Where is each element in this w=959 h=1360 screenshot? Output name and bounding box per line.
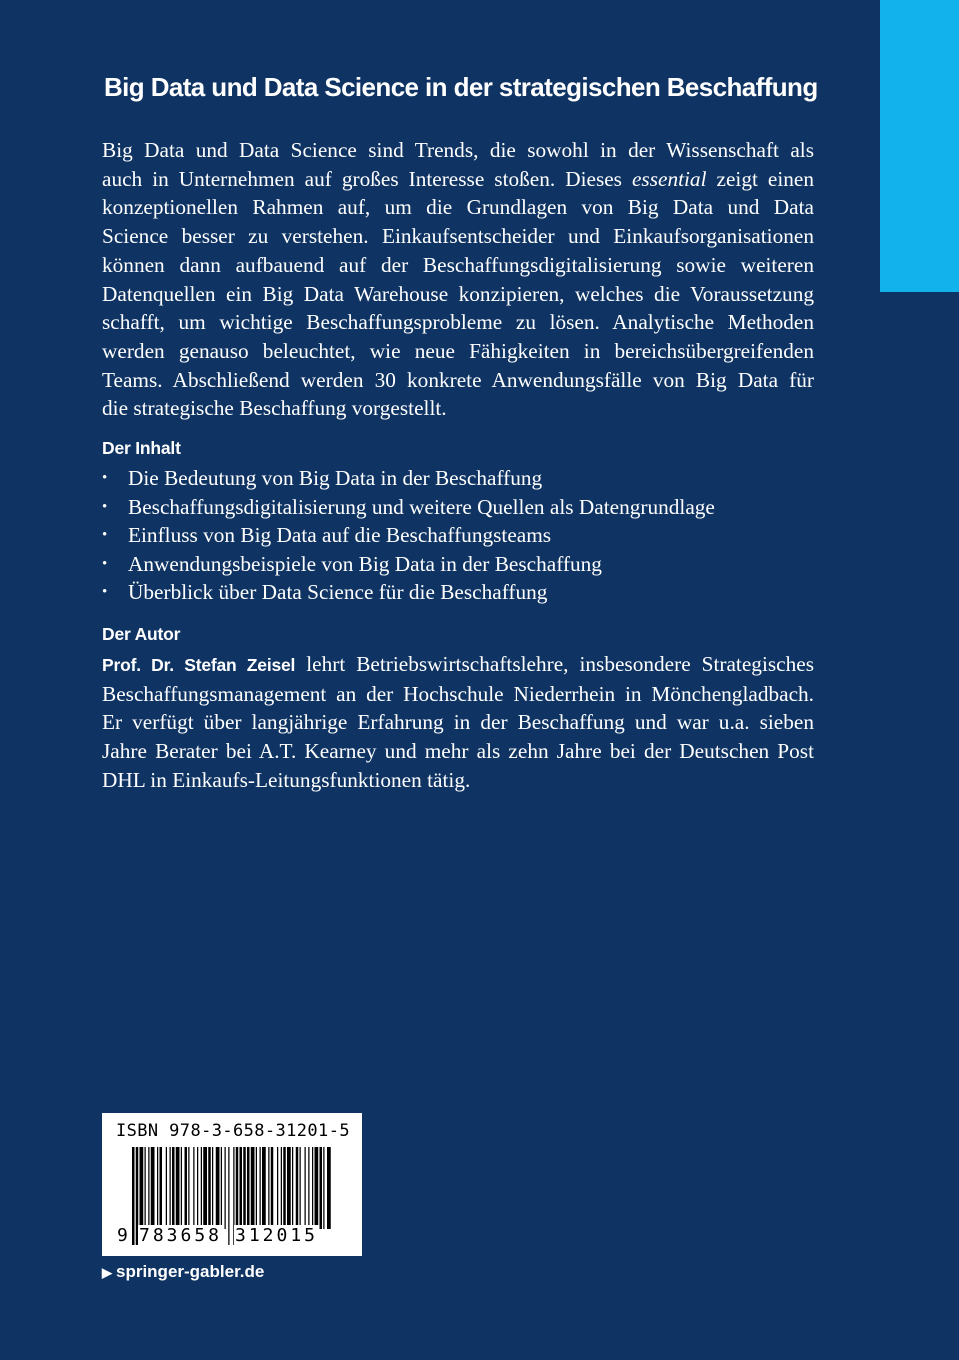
bullet-icon: • xyxy=(102,527,108,544)
list-item-text: Überblick über Data Science für die Beschaffung xyxy=(128,580,548,605)
barcode-bar xyxy=(216,1147,220,1229)
barcode-bar xyxy=(296,1147,299,1229)
intro-emphasis: essential xyxy=(631,166,707,191)
list-item xyxy=(102,464,814,493)
barcode-bar xyxy=(256,1147,257,1229)
barcode-bar xyxy=(323,1147,324,1229)
intro-line: werden genauso beleuchtet, wie neue Fähigkeiten in bereichsübergreifenden xyxy=(102,338,814,363)
barcode-bar xyxy=(283,1147,286,1229)
barcode-bar xyxy=(225,1147,226,1229)
barcode-bar xyxy=(292,1147,293,1229)
author-heading: Der Autor xyxy=(102,624,181,644)
list-item-text: Die Bedeutung von Big Data in der Beschaffung xyxy=(128,466,543,490)
author-line: Beschaffungsmanagement an der Hochschule Niederrhein in Mönchengladbach. xyxy=(102,681,814,706)
accent-tab xyxy=(880,0,959,292)
list-item xyxy=(102,521,814,550)
barcode-digits-right: 312015 xyxy=(235,1225,319,1246)
list-item-text: Anwendungsbeispiele von Big Data in der Beschaffung xyxy=(128,551,602,576)
barcode-bar xyxy=(268,1147,269,1229)
barcode-digits xyxy=(102,1225,362,1251)
barcode-bar xyxy=(251,1147,255,1229)
bullet-icon: • xyxy=(102,584,108,601)
author-line: Er verfügt über langjährige Erfahrung in der Beschaffung und war u.a. sieben xyxy=(102,710,814,735)
barcode-bar xyxy=(170,1147,171,1229)
website-link[interactable] xyxy=(102,1262,264,1282)
barcode-bar xyxy=(145,1147,146,1229)
play-arrow-icon: ▶ xyxy=(102,1265,112,1280)
barcode-bar xyxy=(277,1147,278,1229)
content-heading: Der Inhalt xyxy=(102,438,181,458)
barcode-bar xyxy=(243,1147,246,1229)
author-paragraph xyxy=(102,650,814,795)
intro-line: schafft, um wichtige Beschaffungsprobleme zu lösen. Analytische Methoden xyxy=(102,310,814,335)
barcode-bar xyxy=(160,1147,163,1229)
barcode-bar xyxy=(140,1147,144,1229)
barcode-digits-left: 783658 xyxy=(139,1225,223,1246)
barcode-bar xyxy=(327,1147,331,1229)
list-item xyxy=(102,550,814,579)
barcode-bar xyxy=(300,1147,301,1229)
barcode-bar xyxy=(166,1147,167,1229)
barcode-bar xyxy=(312,1147,313,1229)
intro-line-text: auch in Unternehmen auf großes Interesse stoßen. Dieses xyxy=(102,166,632,191)
intro-line: die strategische Beschaffung vorgestellt. xyxy=(102,396,447,421)
barcode-bar xyxy=(185,1147,188,1229)
intro-line: Datenquellen ein Big Data Warehouse konzipieren, welches die Voraussetzung xyxy=(102,281,814,306)
book-title: Big Data und Data Science in der strategischen Beschaffung xyxy=(104,72,818,102)
bullet-icon: • xyxy=(102,498,108,515)
author-line-text: lehrt Betriebswirtschaftslehre, insbesondere Strategisches xyxy=(295,652,814,676)
barcode-bar xyxy=(148,1147,149,1229)
intro-line: Science besser zu verstehen. Einkaufsentscheider und Einkaufsorganisationen xyxy=(102,224,814,249)
content-list xyxy=(102,464,814,607)
intro-line-text: zeigt einen xyxy=(706,166,814,191)
barcode-bar xyxy=(281,1147,282,1229)
author-name: Prof. Dr. Stefan Zeisel xyxy=(102,655,296,675)
barcode-bar xyxy=(208,1147,211,1229)
barcode-bar xyxy=(308,1147,309,1229)
barcode-bar xyxy=(260,1147,261,1229)
barcode-bar xyxy=(305,1147,306,1229)
intro-line xyxy=(102,165,814,194)
barcode-bar xyxy=(151,1147,155,1229)
list-item xyxy=(102,493,814,522)
barcode-bar xyxy=(176,1147,180,1229)
barcode-bar xyxy=(315,1147,319,1229)
barcode-bar xyxy=(188,1147,189,1229)
website-text: springer-gabler.de xyxy=(116,1262,265,1281)
author-line: Jahre Berater bei A.T. Kearney und mehr als zehn Jahre bei der Deutschen Post xyxy=(102,739,814,764)
intro-line: Big Data und Data Science sind Trends, die sowohl in der Wissenschaft als xyxy=(102,138,814,162)
intro-line: Teams. Abschließend werden 30 konkrete Anwendungsfälle von Big Data für xyxy=(102,367,814,392)
intro-line: konzeptionellen Rahmen auf, um die Grundlagen von Big Data und Data xyxy=(102,195,814,220)
barcode-bar xyxy=(221,1147,222,1229)
bullet-icon: • xyxy=(102,555,108,572)
barcode-bar xyxy=(201,1147,202,1229)
barcode-bar xyxy=(193,1147,194,1229)
barcode-bar xyxy=(240,1147,243,1229)
barcode-bar xyxy=(247,1147,250,1229)
barcode-bar xyxy=(212,1147,213,1229)
barcode-bar xyxy=(287,1147,291,1229)
barcode-bar xyxy=(157,1147,158,1229)
barcode-bar xyxy=(172,1147,175,1229)
intro-line: können dann aufbauend auf der Beschaffungsdigitalisierung sowie weiteren xyxy=(102,252,814,277)
list-item-text: Einfluss von Big Data auf die Beschaffungsteams xyxy=(128,523,552,548)
barcode-digit-prefix: 9 xyxy=(117,1225,128,1246)
barcode xyxy=(102,1113,362,1256)
bullet-icon: • xyxy=(102,470,108,486)
barcode-bar xyxy=(271,1147,274,1229)
list-item xyxy=(102,578,814,607)
barcode-bar xyxy=(320,1147,323,1229)
barcode-bar xyxy=(236,1147,239,1229)
barcode-bar xyxy=(203,1147,207,1229)
isbn-label: ISBN 978-3-658-31201-5 xyxy=(116,1121,350,1141)
author-line: DHL in Einkaufs-Leitungsfunktionen tätig. xyxy=(102,767,471,792)
list-item-text: Beschaffungsdigitalisierung und weitere Quellen als Datengrundlage xyxy=(128,494,715,519)
intro-paragraph xyxy=(102,136,814,423)
author-line xyxy=(102,650,814,680)
barcode-bar xyxy=(181,1147,182,1229)
barcode-bar xyxy=(197,1147,198,1229)
barcode-bar xyxy=(262,1147,266,1229)
